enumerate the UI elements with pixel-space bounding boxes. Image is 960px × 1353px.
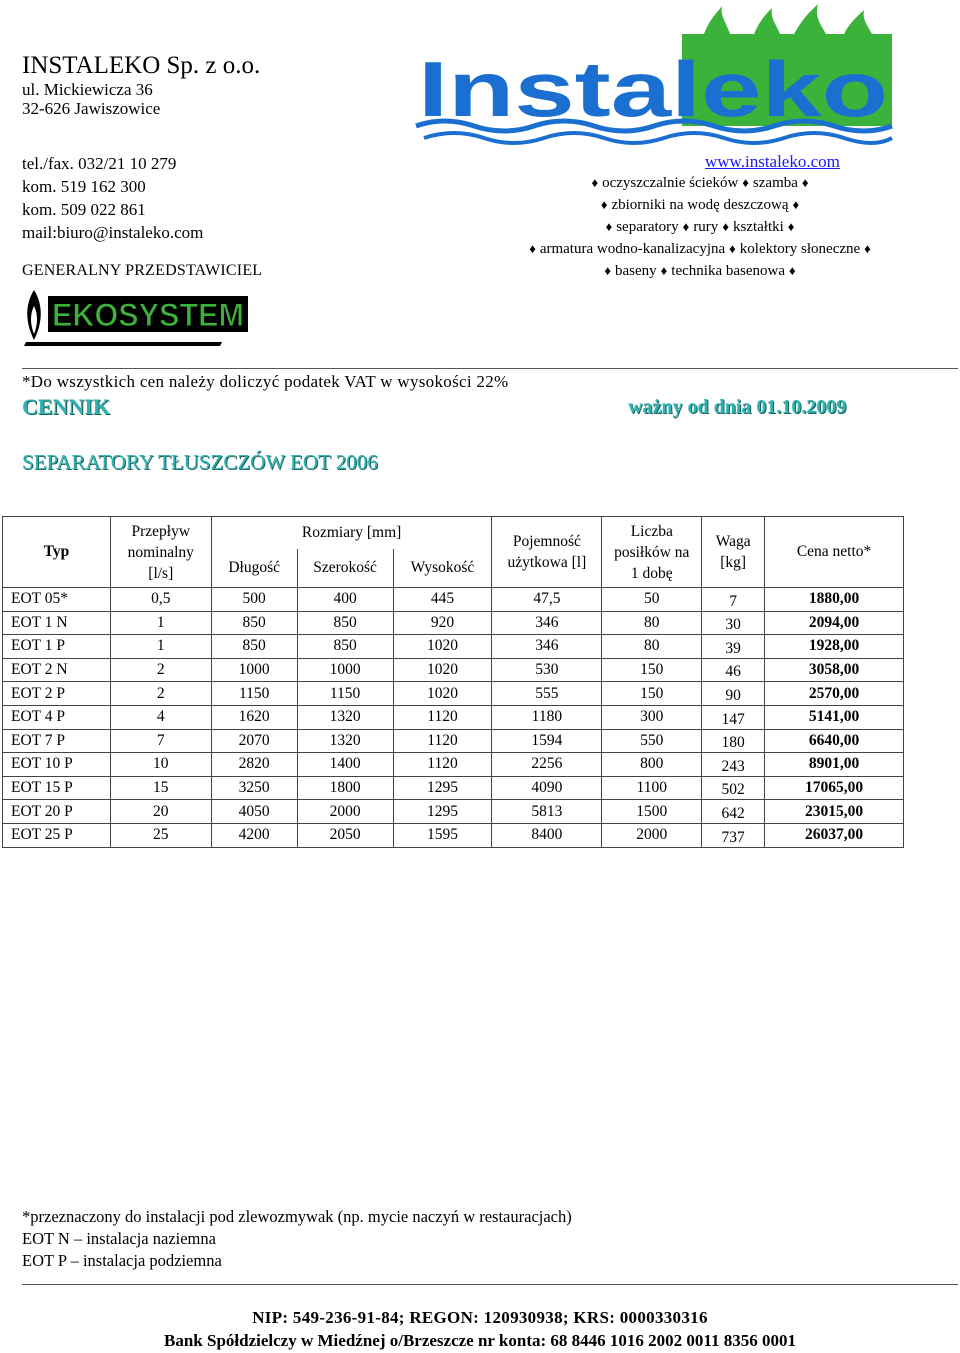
email: mail:biuro@instaleko.com [22, 223, 204, 243]
cell-przeplyw: 25 [110, 823, 211, 847]
cell-cena: 6640,00 [765, 729, 904, 753]
diamond-icon: ♦ [605, 219, 613, 234]
cell-waga: 180 [702, 729, 765, 753]
cell-cena: 26037,00 [765, 823, 904, 847]
cell-waga: 737 [702, 823, 765, 847]
ekosystem-logo [22, 284, 252, 348]
table-row [3, 588, 904, 612]
table-row [3, 729, 904, 753]
cell-typ: EOT 10 P [3, 753, 111, 777]
header-liczba-posilkow: Liczba posiłków na 1 dobę [602, 517, 702, 588]
section-title: SEPARATORY TŁUSZCZÓW EOT 2006 [22, 450, 378, 474]
cell-waga: 147 [702, 705, 765, 729]
cell-wysokosc: 1120 [393, 753, 492, 777]
table-row [3, 705, 904, 729]
telfax: tel./fax. 032/21 10 279 [22, 154, 177, 173]
cell-typ: EOT 20 P [3, 800, 111, 824]
cell-dlugosc: 4200 [211, 823, 297, 847]
price-list-title: CENNIK [22, 394, 111, 419]
mobile-1: kom. 519 162 300 [22, 177, 146, 197]
cell-szerokosc: 1150 [297, 682, 393, 706]
footer-divider [22, 1284, 958, 1285]
cell-wysokosc: 1020 [393, 658, 492, 682]
header-pojemnosc: Pojemność użytkowa [l] [492, 517, 602, 588]
cell-wysokosc: 1020 [393, 682, 492, 706]
offer-item: technika basenowa [671, 263, 785, 279]
cell-przeplyw: 1 [110, 611, 211, 635]
cell-wysokosc: 920 [393, 611, 492, 635]
cell-dlugosc: 3250 [211, 776, 297, 800]
cell-typ: EOT 15 P [3, 776, 111, 800]
header-divider [22, 368, 958, 369]
cell-liczba-posilkow: 150 [602, 682, 702, 706]
cell-dlugosc: 1000 [211, 658, 297, 682]
cell-typ: EOT 2 P [3, 682, 111, 706]
cell-dlugosc: 850 [211, 635, 297, 659]
header-rozmiary: Rozmiary [mm] [211, 517, 492, 550]
header-dlugosc: Długość [211, 549, 297, 588]
offer-list [440, 172, 960, 282]
valid-from: ważny od dnia 01.10.2009 [628, 396, 847, 418]
cell-szerokosc: 1320 [297, 705, 393, 729]
table-row [3, 753, 904, 777]
cell-liczba-posilkow: 2000 [602, 823, 702, 847]
cell-przeplyw: 0,5 [110, 588, 211, 612]
cell-dlugosc: 4050 [211, 800, 297, 824]
cell-szerokosc: 1000 [297, 658, 393, 682]
price-table [2, 516, 904, 848]
offer-item: kolektory słoneczne [739, 241, 861, 257]
cell-liczba-posilkow: 1100 [602, 776, 702, 800]
offer-line [440, 238, 960, 260]
diamond-icon: ♦ [529, 241, 536, 256]
cell-szerokosc: 2000 [297, 800, 393, 824]
cell-dlugosc: 500 [211, 588, 297, 612]
cell-dlugosc: 1620 [211, 705, 297, 729]
diamond-icon: ♦ [789, 263, 796, 278]
cell-szerokosc: 850 [297, 611, 393, 635]
cell-typ: EOT 25 P [3, 823, 111, 847]
cell-pojemnosc: 346 [492, 611, 602, 635]
cell-wysokosc: 1295 [393, 800, 492, 824]
bank-account: Bank Spółdzielczy w Miedźnej o/Brzeszcze nr konta: 68 8446 1016 2002 0011 8356 0001 [164, 1331, 796, 1350]
cell-dlugosc: 2820 [211, 753, 297, 777]
general-representative: GENERALNY PRZEDSTAWICIEL [22, 262, 263, 279]
cell-wysokosc: 1120 [393, 729, 492, 753]
cell-cena: 3058,00 [765, 658, 904, 682]
cell-szerokosc: 2050 [297, 823, 393, 847]
cell-pojemnosc: 4090 [492, 776, 602, 800]
cell-typ: EOT 7 P [3, 729, 111, 753]
cell-wysokosc: 1595 [393, 823, 492, 847]
offer-item: separatory [616, 219, 679, 235]
cell-cena: 5141,00 [765, 705, 904, 729]
offer-line [440, 194, 960, 216]
company-street: ul. Mickiewicza 36 [22, 80, 153, 99]
header-typ: Typ [3, 517, 111, 588]
table-row [3, 800, 904, 824]
cell-przeplyw: 1 [110, 635, 211, 659]
cell-przeplyw: 10 [110, 753, 211, 777]
cell-pojemnosc: 1594 [492, 729, 602, 753]
cell-waga: 7 [702, 588, 765, 612]
header-wysokosc: Wysokość [393, 549, 492, 588]
cell-waga: 46 [702, 658, 765, 682]
header-waga: Waga [kg] [702, 517, 765, 588]
company-name: INSTALEKO Sp. z o.o. [22, 52, 261, 79]
cell-szerokosc: 1800 [297, 776, 393, 800]
table-row [3, 611, 904, 635]
table-row [3, 635, 904, 659]
mobile-2: kom. 509 022 861 [22, 200, 146, 220]
cell-cena: 17065,00 [765, 776, 904, 800]
diamond-icon: ♦ [600, 197, 608, 212]
offer-item: armatura wodno-kanalizacyjna [539, 241, 726, 257]
cell-dlugosc: 850 [211, 611, 297, 635]
cell-cena: 8901,00 [765, 753, 904, 777]
cell-cena: 1928,00 [765, 635, 904, 659]
footnote: EOT N – instalacja naziemna [22, 1229, 216, 1248]
cell-pojemnosc: 47,5 [492, 588, 602, 612]
cell-waga: 39 [702, 635, 765, 659]
diamond-icon: ♦ [591, 175, 599, 190]
cell-szerokosc: 1400 [297, 753, 393, 777]
cell-przeplyw: 7 [110, 729, 211, 753]
offer-item: szamba [752, 175, 798, 191]
instaleko-logo [414, 4, 894, 154]
table-row [3, 658, 904, 682]
cell-pojemnosc: 346 [492, 635, 602, 659]
cell-pojemnosc: 5813 [492, 800, 602, 824]
offer-item: kształtki [732, 219, 784, 235]
cell-waga: 642 [702, 800, 765, 824]
header-cena: Cena netto* [765, 517, 904, 588]
cell-przeplyw: 4 [110, 705, 211, 729]
diamond-icon: ♦ [787, 219, 795, 234]
diamond-icon: ♦ [801, 175, 809, 190]
cell-przeplyw: 20 [110, 800, 211, 824]
cell-liczba-posilkow: 80 [602, 635, 702, 659]
cell-waga: 243 [702, 753, 765, 777]
cell-liczba-posilkow: 80 [602, 611, 702, 635]
offer-item: oczyszczalnie ścieków [602, 175, 739, 191]
diamond-icon: ♦ [864, 241, 871, 256]
cell-typ: EOT 2 N [3, 658, 111, 682]
company-city: 32-626 Jawiszowice [22, 99, 161, 119]
footnotes [22, 1206, 572, 1272]
price-table-body [3, 588, 904, 848]
cell-dlugosc: 1150 [211, 682, 297, 706]
cell-wysokosc: 1020 [393, 635, 492, 659]
ekosystem-logo-text: EKOSYSTEM [52, 297, 244, 333]
contact-block [22, 152, 203, 244]
cell-pojemnosc: 555 [492, 682, 602, 706]
cell-pojemnosc: 1180 [492, 705, 602, 729]
cell-waga: 90 [702, 682, 765, 706]
cell-liczba-posilkow: 1500 [602, 800, 702, 824]
cell-szerokosc: 850 [297, 635, 393, 659]
instaleko-logo-text: Instaleko [418, 45, 888, 133]
company-block [22, 52, 260, 118]
cell-liczba-posilkow: 50 [602, 588, 702, 612]
cell-przeplyw: 2 [110, 658, 211, 682]
cell-przeplyw: 2 [110, 682, 211, 706]
offer-item: baseny [615, 263, 657, 279]
diamond-icon: ♦ [660, 263, 668, 278]
cell-szerokosc: 1320 [297, 729, 393, 753]
cell-typ: EOT 1 P [3, 635, 111, 659]
footnote: EOT P – instalacja podziemna [22, 1251, 222, 1270]
table-row [3, 776, 904, 800]
diamond-icon: ♦ [604, 263, 611, 278]
website-link[interactable]: www.instaleko.com [705, 152, 840, 171]
table-row [3, 682, 904, 706]
cell-szerokosc: 400 [297, 588, 393, 612]
diamond-icon: ♦ [729, 241, 736, 256]
offer-line [440, 216, 960, 238]
header-przeplyw: Przepływ nominalny [l/s] [110, 517, 211, 588]
cell-waga: 502 [702, 776, 765, 800]
cell-typ: EOT 05* [3, 588, 111, 612]
offer-line [440, 172, 960, 194]
cell-pojemnosc: 2256 [492, 753, 602, 777]
table-row [3, 823, 904, 847]
cell-waga: 30 [702, 611, 765, 635]
cell-cena: 2570,00 [765, 682, 904, 706]
cell-cena: 23015,00 [765, 800, 904, 824]
diamond-icon: ♦ [792, 197, 800, 212]
company-ids: NIP: 549-236-91-84; REGON: 120930938; KRS: 0000330316 [252, 1308, 708, 1327]
cell-pojemnosc: 8400 [492, 823, 602, 847]
vat-note: *Do wszystkich cen należy doliczyć podatek VAT w wysokości 22% [22, 372, 509, 391]
offer-item: rury [693, 219, 719, 235]
cell-przeplyw: 15 [110, 776, 211, 800]
cell-typ: EOT 4 P [3, 705, 111, 729]
diamond-icon: ♦ [742, 175, 749, 190]
cell-cena: 2094,00 [765, 611, 904, 635]
cell-pojemnosc: 530 [492, 658, 602, 682]
offer-item: zbiorniki na wodę deszczową [611, 197, 789, 213]
diamond-icon: ♦ [682, 219, 690, 234]
cell-liczba-posilkow: 800 [602, 753, 702, 777]
cell-wysokosc: 445 [393, 588, 492, 612]
cell-wysokosc: 1295 [393, 776, 492, 800]
diamond-icon: ♦ [722, 219, 729, 234]
offer-line [440, 260, 960, 282]
footnote: *przeznaczony do instalacji pod zlewozmywak (np. mycie naczyń w restauracjach) [22, 1207, 572, 1226]
cell-liczba-posilkow: 300 [602, 705, 702, 729]
cell-cena: 1880,00 [765, 588, 904, 612]
cell-wysokosc: 1120 [393, 705, 492, 729]
cell-typ: EOT 1 N [3, 611, 111, 635]
cell-liczba-posilkow: 550 [602, 729, 702, 753]
header-szerokosc: Szerokość [297, 549, 393, 588]
cell-liczba-posilkow: 150 [602, 658, 702, 682]
cell-dlugosc: 2070 [211, 729, 297, 753]
